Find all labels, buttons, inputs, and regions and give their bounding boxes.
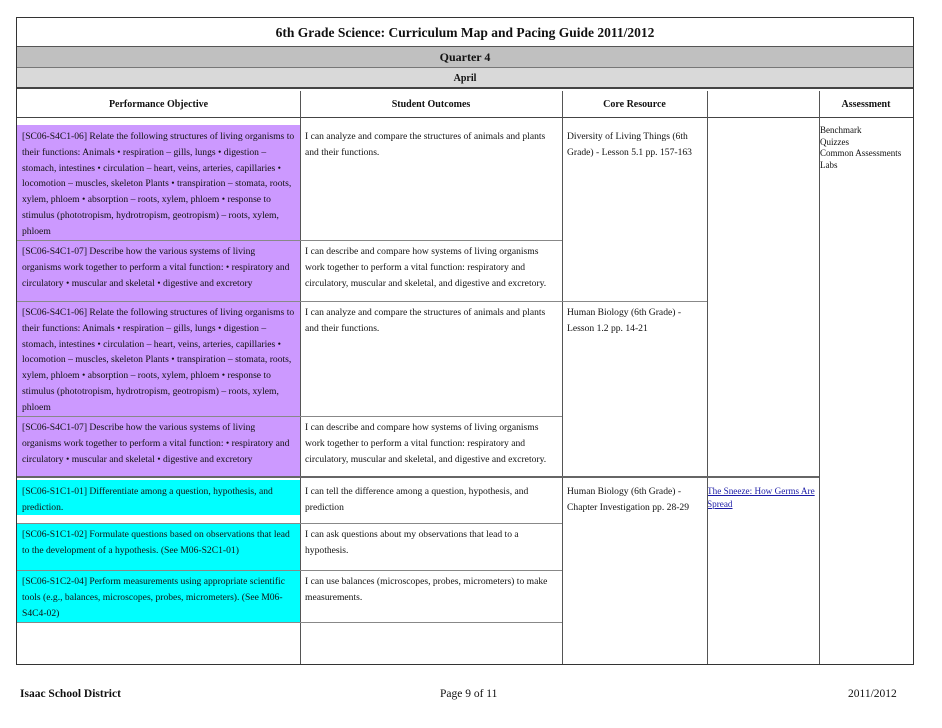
row-divider [17, 523, 562, 524]
resource-cell [562, 480, 702, 540]
outcome-cell [300, 570, 562, 622]
table-row [17, 523, 300, 570]
row-divider [17, 301, 707, 302]
table-row [17, 240, 300, 301]
table-row [17, 301, 300, 416]
objective-text: [SC06-S4C1-07] Describe how the various systems of living organisms work together to perform a vital function: • respiratory and circulatory • muscular and skeletal • digestive and excretory [22, 246, 290, 289]
outcome-cell [300, 240, 562, 301]
objective-text: [SC06-S1C2-04] Perform measurements using appropriate scientific tools (e.g., balances, microscopes, probes, micrometers). (See M06-S4C4-02) [22, 576, 285, 619]
resource-cell [562, 125, 707, 301]
column-header-objective: Performance Objective [17, 91, 300, 118]
row-divider [17, 570, 562, 571]
objective-text: [SC06-S4C1-06] Relate the following structures of living organisms to their functions: Animals • respiration – gills, lungs • digestion – stomach, intestines • circulation – heart, veins, arteries, capillaries • locomotion – muscles, skeleton Plants • transpiration – stomata, roots, xylem, phloem • absorption – roots, xylem, phloem • response to stimulus (phototropism, hydrotropism, geotropism) – roots, xylem, phloem [22, 307, 295, 413]
outcome-text: I can tell the difference among a question, hypothesis, and prediction [305, 486, 529, 513]
objective-text: [SC06-S1C1-02] Formulate questions based on observations that lead to the development of a hypothesis. (See M06-S2C1-01) [22, 529, 290, 556]
column-divider [562, 91, 563, 664]
outcome-cell [300, 523, 562, 570]
column-header-outcomes: Student Outcomes [300, 91, 562, 118]
assessment-item: Labs [820, 159, 838, 170]
page-title: 6th Grade Science: Curriculum Map and Pacing Guide 2011/2012 [17, 18, 913, 47]
resource-text: Diversity of Living Things (6th Grade) - Lesson 5.1 pp. 157-163 [567, 131, 692, 158]
objective-text: [SC06-S4C1-07] Describe how the various systems of living organisms work together to perform a vital function: • respiratory and circulatory • muscular and skeletal • digestive and excretory [22, 422, 290, 465]
column-header-assessment: Assessment [819, 91, 913, 118]
curriculum-table [16, 17, 914, 665]
footer-page-number: Page 9 of 11 [440, 688, 498, 700]
column-divider [819, 91, 820, 664]
row-divider [17, 240, 562, 241]
table-row [17, 480, 300, 515]
objective-text: [SC06-S1C1-01] Differentiate among a question, hypothesis, and prediction. [22, 486, 273, 513]
outcome-text: I can describe and compare how systems of living organisms work together to perform a vital function: respiratory and circulatory, muscular and skeletal, and digestive and excretory. [305, 422, 547, 465]
outcome-text: I can analyze and compare the structures of animals and plants and their functions. [305, 131, 546, 158]
objective-text: [SC06-S4C1-06] Relate the following structures of living organisms to their functions: Animals • respiration – gills, lungs • digestion – stomach, intestines • circulation – heart, veins, arteries, capillaries • locomotion – muscles, skeleton Plants • transpiration – stomata, roots, xylem, phloem • absorption – roots, xylem, phloem • response to stimulus (phototropism, hydrotropism, geotropism) – roots, xylem, phloem [22, 131, 295, 237]
outcome-text: I can use balances (microscopes, probes, micrometers) to make measurements. [305, 576, 548, 603]
assessment-item: Common Assessments [820, 148, 902, 158]
quarter-heading: Quarter 4 [17, 47, 913, 68]
outcome-text: I can analyze and compare the structures of animals and plants and their functions. [305, 307, 546, 334]
outcome-text: I can describe and compare how systems of living organisms work together to perform a vital function: respiratory and circulatory, muscular and skeletal, and digestive and excretory. [305, 246, 547, 289]
month-heading: April [17, 68, 913, 89]
table-row [17, 125, 300, 240]
outcome-cell [300, 480, 562, 515]
footer-year: 2011/2012 [848, 688, 897, 700]
row-divider [17, 622, 562, 623]
column-divider [300, 91, 301, 664]
column-header-resource: Core Resource [562, 91, 707, 118]
table-row [17, 570, 300, 622]
row-divider [17, 416, 562, 417]
outcome-cell [300, 125, 562, 240]
outcome-cell [300, 416, 562, 476]
resource-text: Human Biology (6th Grade) - Chapter Investigation pp. 28-29 [567, 486, 690, 513]
row-divider [17, 476, 819, 478]
column-divider [707, 91, 708, 664]
assessment-item: Quizzes [820, 136, 849, 147]
resource-link[interactable]: The Sneeze: How Germs Are Spread [707, 486, 815, 509]
footer-district: Isaac School District [20, 688, 121, 700]
assessment-item: Benchmark [820, 125, 862, 135]
outcome-text: I can ask questions about my observations that lead to a hypothesis. [305, 529, 519, 556]
column-header-blank [707, 91, 819, 118]
outcome-cell [300, 301, 562, 416]
resource-cell [562, 301, 707, 476]
resource-text: Human Biology (6th Grade) - Lesson 1.2 pp. 14-21 [567, 307, 682, 334]
assessment-list [820, 125, 901, 171]
table-row [17, 416, 300, 476]
